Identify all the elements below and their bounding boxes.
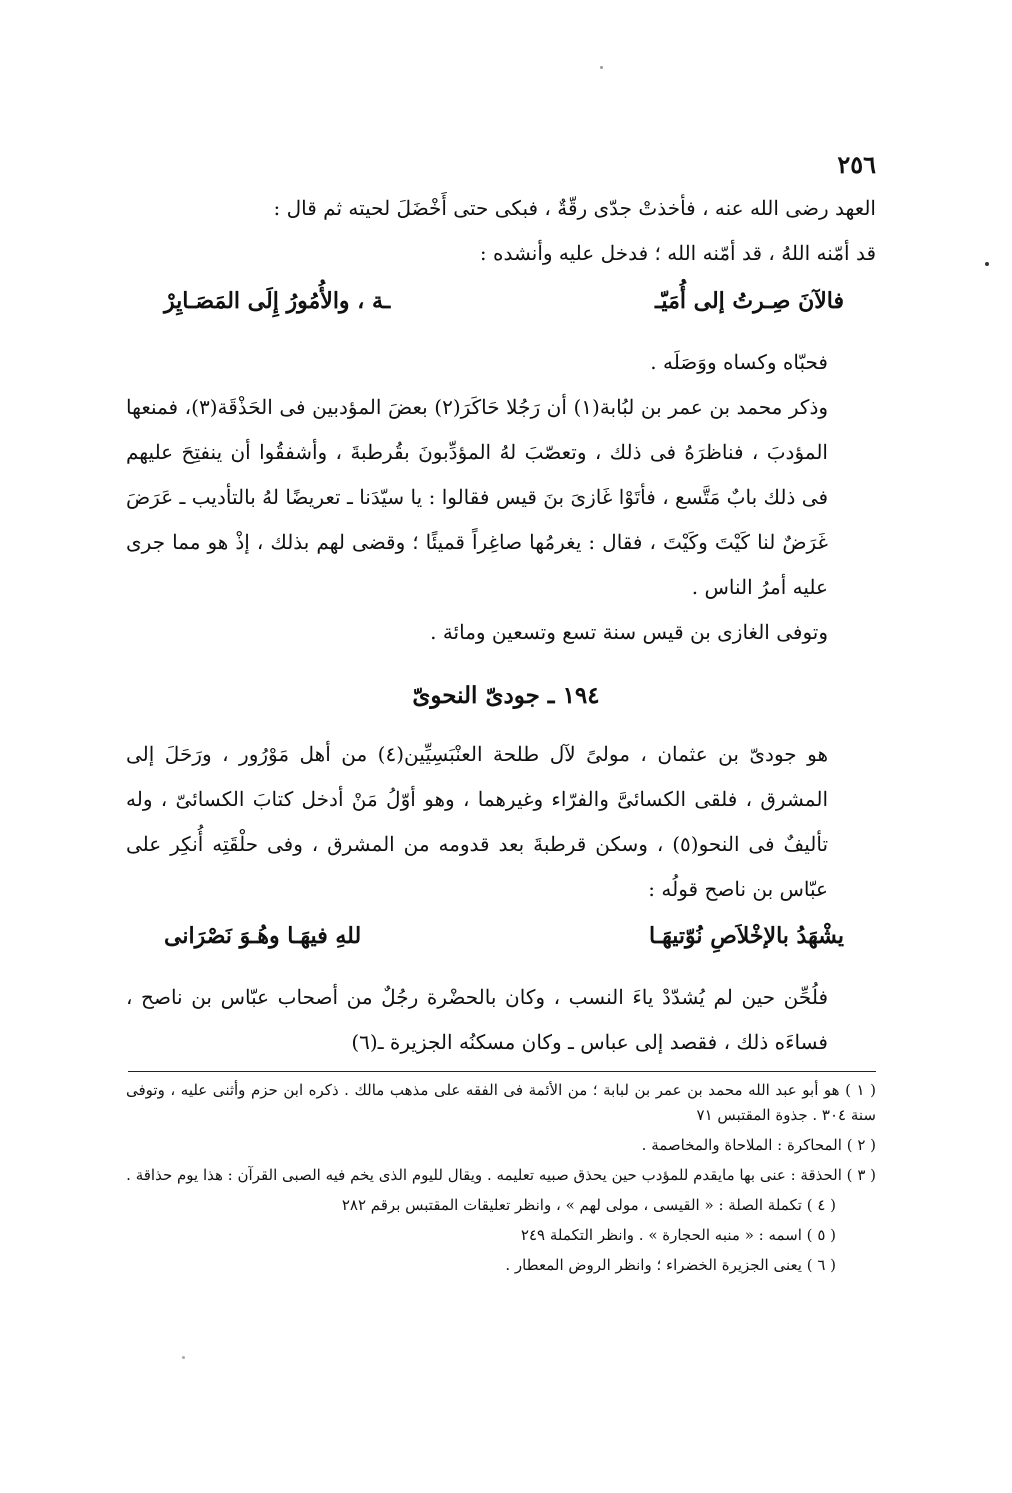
verse-2 (164, 923, 844, 949)
scan-speck (182, 1356, 185, 1359)
scan-speck (985, 262, 989, 266)
paragraph-reward: فحبّاه وكساه ووَصَلَه . (650, 350, 828, 374)
paragraph-intro-line-2: قد أمّنه اللهُ ، قد أمّنه الله ؛ فدخل عليه وأنشده : (479, 241, 876, 265)
paragraph-anecdote (126, 385, 876, 655)
verse-1-first-hemistich: فالآنَ صِـرتُ إلى أُمَيّـ (654, 288, 844, 314)
paragraph-anecdote-text: وذكر محمد بن عمر بن لبُابة(١) أن رَجُلا حَاكَرَ(٢) بعضَ المؤدبين فى الحَذْقَة(٣)، فمنعها المؤدبَ ، فناظرَهُ فى ذلك ، وتعصّبَ لهُ المؤدِّبونَ بقُرطبةَ ، وأشفقُوا أن ينفتِحَ عليهم فى ذلك بابٌ مَتَّسع ، فأتَوْا غَازىَ بنَ قيس فقالوا : يا سيّدَنا ـ تعريضًا لهُ بالتأديب ـ عَرَضَ غَرَضٌ لنا كَيْتَ وكَيْتَ ، فقال : يغرمُها صاغِراً قميئًا ؛ وقضى لهم بذلك ، إذْ هو مما جرى عليه أمرُ الناس . (126, 395, 829, 599)
footnote-5: ( ٥ ) اسمه : « منبه الحجارة » . وانظر التكملة ٢٤٩ (520, 1226, 836, 1244)
footnote-4: ( ٤ ) تكملة الصلة : « القيسى ، مولى لهم » ، وانظر تعليقات المقتبس برقم ٢٨٢ (341, 1196, 836, 1214)
footnote-6: ( ٦ ) يعنى الجزيرة الخضراء ؛ وانظر الروض المعطار . (505, 1256, 836, 1274)
verse-1-second-hemistich: ـة ، والأُمُورُ إِلَى المَصَـايِرْ (164, 288, 391, 314)
footnote-1: ( ١ ) هو أبو عبد الله محمد بن عمر بن لبابة ؛ من الأئمة فى الفقه على مذهب مالك . ذكره ابن حزم وأثنى عليه ، وتوفى سنة ٣٠٤ . جذوة المقتبس ٧١ (126, 1081, 876, 1124)
paragraph-death: وتوفى الغازى بن قيس سنة تسع وتسعين ومائة . (430, 620, 828, 644)
page-number: ٢٥٦ (837, 150, 876, 179)
footnotes (126, 1078, 876, 1283)
section-title: ١٩٤ ـ جودىّ النحوىّ (412, 682, 600, 709)
footnote-2: ( ٢ ) المحاكرة : الملاحاة والمخاصمة . (641, 1136, 876, 1154)
verse-1 (164, 288, 844, 314)
footnote-separator (128, 1071, 876, 1072)
footnote-3: ( ٣ ) الحذقة : عنى بها مايقدم للمؤدب حين يحذق صبيه تعليمه . ويقال لليوم الذى يخم فيه الصبى القرآن : هذا يوم حذاقة . (126, 1166, 876, 1184)
paragraph-intro (126, 186, 876, 276)
paragraph-biography-text: هو جودىّ بن عثمان ، مولىً لآل طلحة العنْبَسِيِّين(٤) من أهل مَوْرُور ، ورَحَلَ إلى المشرق ، فلقى الكسائىَّ والفرّاء وغيرهما ، وهو أوّلُ مَنْ أدخل كتابَ الكسائىّ ، وله تأليفٌ فى النحو(٥) ، وسكن قرطبةَ بعد قدومه من المشرق ، وفى حلْقَتِه أُنكِر على عبّاس بن ناصح قولُه : (126, 742, 829, 901)
paragraph-intro-line-1: العهد رضى الله عنه ، فأخذتْ جدّى رقّةٌ ، فبكى حتى أَخْضَلَ لحيته ثم قال : (273, 196, 876, 220)
paragraph-biography (126, 732, 876, 912)
verse-2-first-hemistich: يشْهَدُ بالإخْلاَصِ نُوّتيهَـا (649, 923, 844, 949)
paragraph-criticism-text: فلُحِّن حين لم يُشدّدْ ياءَ النسب ، وكان بالحضْرة رجُلٌ من أصحاب عبّاس بن ناصح ، فساءَه ذلك ، فقصد إلى عباس ـ وكان مسكنُه الجزيرة ـ(٦) (126, 985, 828, 1054)
paragraph-criticism (126, 975, 876, 1065)
verse-2-second-hemistich: للهِ فيهَـا وهُـوَ نَصْرَانى (164, 923, 362, 949)
scan-speck (600, 66, 603, 69)
